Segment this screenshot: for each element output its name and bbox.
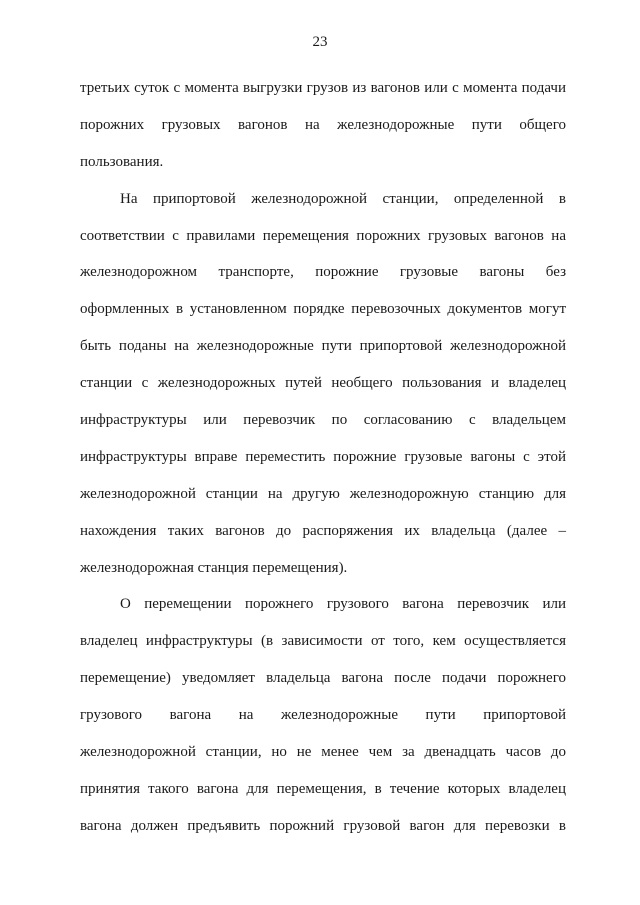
text-line: железнодорожной станции, но не менее чем за двенадцать часов до	[80, 744, 566, 761]
text-line: инфраструктуры или перевозчик по согласованию с владельцем	[80, 412, 566, 429]
text-line: вагона должен предъявить порожний грузовой вагон для перевозки в	[80, 817, 566, 834]
text-line: станции с железнодорожных путей необщего пользования и владелец	[80, 375, 566, 392]
text-line: На припортовой железнодорожной станции, определенной в	[120, 190, 566, 207]
text-line: порожних грузовых вагонов на железнодорожные пути общего	[80, 116, 566, 133]
text-line: принятия такого вагона для перемещения, в течение которых владелец	[80, 780, 566, 797]
text-line: нахождения таких вагонов до распоряжения их владельца (далее –	[80, 522, 566, 539]
page-number: 23	[312, 34, 328, 50]
text-line: грузового вагона на железнодорожные пути припортовой	[80, 707, 566, 724]
text-line: оформленных в установленном порядке перевозочных документов могут	[80, 301, 566, 318]
text-line: перемещение) уведомляет владельца вагона после подачи порожнего	[80, 670, 566, 687]
text-line: инфраструктуры вправе переместить порожние грузовые вагоны с этой	[80, 448, 566, 465]
document-body	[80, 70, 566, 845]
text-line: пользования.	[80, 153, 164, 170]
text-line: железнодорожной станции на другую железнодорожную станцию для	[80, 485, 566, 502]
text-line: О перемещении порожнего грузового вагона перевозчик или	[120, 596, 566, 613]
text-line: железнодорожном транспорте, порожние грузовые вагоны без	[80, 264, 566, 281]
text-line: быть поданы на железнодорожные пути припортовой железнодорожной	[80, 338, 566, 355]
text-line: владелец инфраструктуры (в зависимости от того, кем осуществляется	[80, 633, 566, 650]
text-line: железнодорожная станция перемещения).	[80, 559, 348, 576]
text-line: третьих суток с момента выгрузки грузов из вагонов или с момента подачи	[80, 80, 566, 96]
text-line: соответствии с правилами перемещения порожних грузовых вагонов на	[80, 227, 566, 244]
